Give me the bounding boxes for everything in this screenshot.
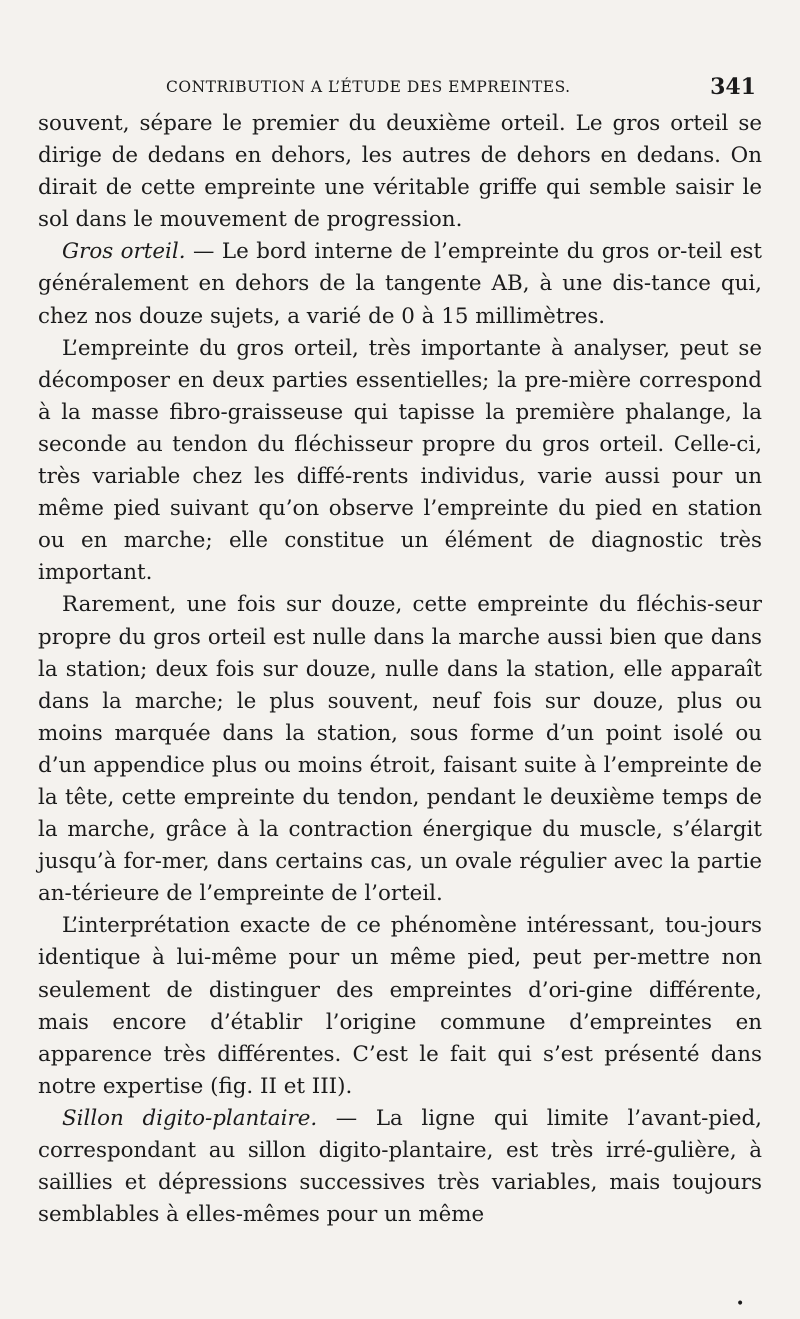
book-page <box>38 70 762 1231</box>
paragraph-text: souvent, sépare le premier du deuxième orteil. Le gros orteil se dirige de dedans en dehors, les autres de dehors en dedans. On dirait de cette empreinte une véritable griffe qui semble saisir le sol dans le mouvement de progression. <box>38 111 762 233</box>
section-lead-sillon: Sillon digito-plantaire. <box>62 1105 318 1131</box>
running-title: CONTRIBUTION A L’ÉTUDE DES EMPREINTES. <box>166 78 571 96</box>
paragraph-text: Rarement, une fois sur douze, cette empreinte du fléchis-seur propre du gros orteil est nulle dans la marche aussi bien que dans la station; deux fois sur douze, nulle dans la station, elle apparaît dans la marche; le plus souvent, neuf fois sur douze, plus ou moins marquée dans la station, sous forme d’un point isolé ou d’un appendice plus ou moins étroit, faisant suite à l’empreinte de la tête, cette empreinte du tendon, pendant le deuxième temps de la marche, grâce à la contraction énergique du muscle, s’élargit jusqu’à for-mer, dans certains cas, un ovale régulier avec la partie an-térieure de l’empreinte de l’orteil. <box>38 592 762 907</box>
body-text <box>38 108 762 1231</box>
running-head <box>38 70 762 106</box>
paragraph-text: — La ligne qui limite l’avant-pied, correspondant au sillon digito-plantaire, est très irré-gulière, à saillies et dépressions successives très variables, mais toujours semblables à elles-mêmes pour un même <box>38 1105 762 1228</box>
footer-mark: • <box>736 1296 745 1312</box>
paragraph-text: L’empreinte du gros orteil, très importante à analyser, peut se décomposer en deux parties essentielles; la pre-mière correspond à la masse fibro-graisseuse qui tapisse la première phalange, la seconde au tendon du fléchisseur propre du gros orteil. Celle-ci, très variable chez les diffé-rents individus, varie aussi pour un même pied suivant qu’on observe l’empreinte du pied en station ou en marche; elle constitue un élément de diagnostic très important. <box>38 335 762 586</box>
paragraph-interpretation <box>38 910 762 1103</box>
paragraph-sillon <box>38 1103 762 1231</box>
paragraph-continuation <box>38 108 762 236</box>
paragraph-text: L’interprétation exacte de ce phénomène intéressant, tou-jours identique à lui-même pour un même pied, peut per-mettre non seulement de distinguer des empreintes d’ori-gine différente, mais encore d’établir l’origine commune d’empreintes en apparence très différentes. C’est le fait qui s’est présenté dans notre expertise (fig. II et III). <box>38 913 762 1099</box>
section-lead-gros-orteil: Gros orteil. <box>62 239 186 265</box>
paragraph-flechisseur <box>38 589 762 910</box>
paragraph-empreinte-analyse <box>38 333 762 590</box>
paragraph-text: — Le bord interne de l’empreinte du gros or-teil est généralement en dehors de la tangente AB, à une dis-tance qui, chez nos douze sujets, a varié de 0 à 15 millimètres. <box>38 239 762 329</box>
page-number: 341 <box>710 74 756 100</box>
paragraph-gros-orteil <box>38 236 762 332</box>
